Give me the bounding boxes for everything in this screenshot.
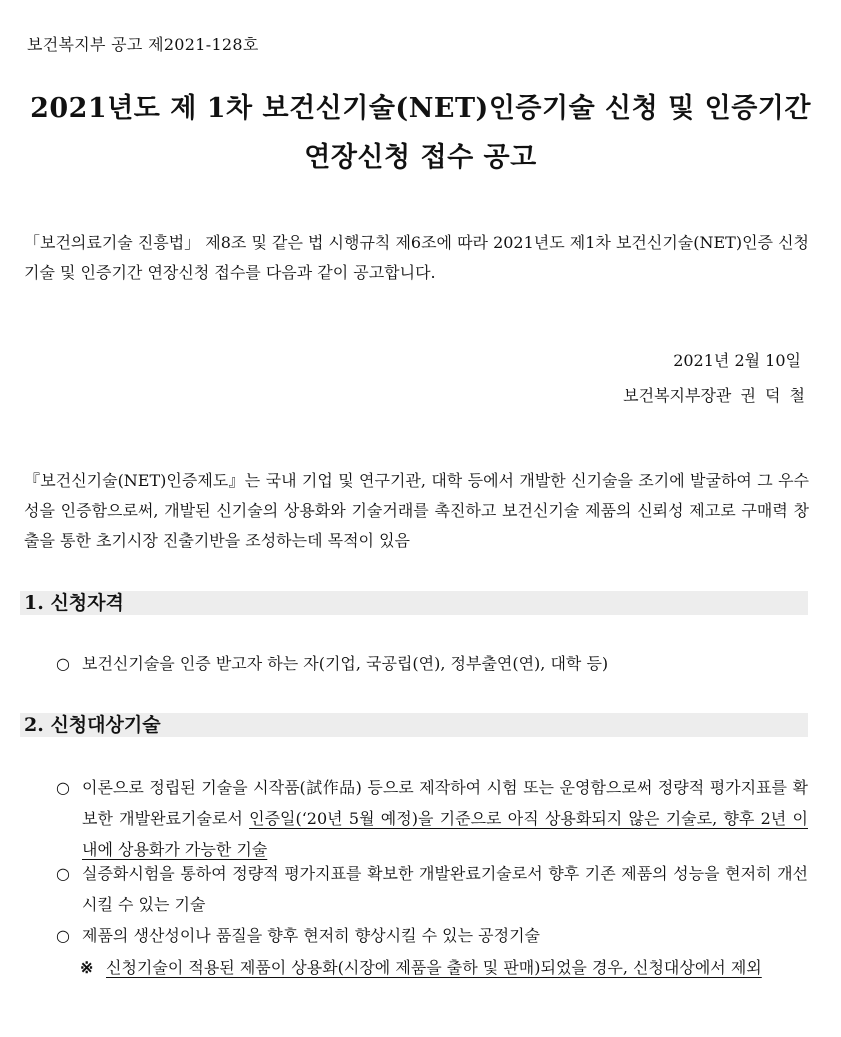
announcement-date: 2021년 2월 10일 (673, 351, 801, 370)
list-item-text-plain: 이론으로 정립된 기술을 시작품(試作品) 등으로 제작하여 시험 또는 운영함으로써 정량적 평가지표를 확보한 개발완료기술로서 (82, 778, 808, 828)
signer-name: 보건복지부장관 권 덕 철 (623, 386, 805, 405)
document-title-line-1: 2021년도 제 1차 보건신기술(NET)인증기술 신청 및 인증기간 (30, 93, 811, 124)
list-item (56, 920, 808, 951)
circle-bullet-icon: ○ (56, 926, 70, 945)
circle-bullet-icon: ○ (56, 864, 70, 883)
intro-paragraph: 「보건의료기술 진흥법」 제8조 및 같은 법 시행규칙 제6조에 따라 2021년도 제1차 보건신기술(NET)인증 신청기술 및 인증기간 연장신청 접수를 다음과 같이 공고합니다. (24, 233, 809, 282)
list-item (56, 648, 808, 679)
exclusion-note-text: 신청기술이 적용된 제품이 상용화(시장에 제품을 출하 및 판매)되었을 경우, 신청대상에서 제외 (106, 958, 762, 977)
list-item-text: 제품의 생산성이나 품질을 향후 현저히 향상시킬 수 있는 공정기술 (82, 926, 541, 945)
purpose-paragraph: 『보건신기술(NET)인증제도』는 국내 기업 및 연구기관, 대학 등에서 개발한 신기술을 조기에 발굴하여 그 우수성을 인증함으로써, 개발된 신기술의 상용화와 기술거래를 촉진하고 보건신기술 제품의 신뢰성 제고로 구매력 창출을 통한 초기시장 진출기반을 조성하는데 목적이 있음 (24, 471, 809, 550)
exclusion-note (80, 952, 808, 983)
list-item-text: 실증화시험을 통하여 정량적 평가지표를 확보한 개발완료기술로서 향후 기존 제품의 성능을 현저히 개선시킬 수 있는 기술 (82, 864, 808, 914)
list-item (56, 772, 808, 865)
document-title-line-2: 연장신청 접수 공고 (304, 142, 537, 173)
list-item-text-underlined: 인증일(‘20년 5월 예정)을 기준으로 아직 상용화되지 않은 기술로, 향후 2년 이내에 상용화가 가능한 기술 (82, 809, 808, 859)
section-heading-eligibility: 1. 신청자격 (20, 591, 808, 615)
reference-mark-icon: ※ (80, 958, 94, 977)
list-item (56, 858, 808, 920)
circle-bullet-icon: ○ (56, 654, 70, 673)
document-number: 보건복지부 공고 제2021-128호 (27, 35, 259, 54)
list-item-text: 보건신기술을 인증 받고자 하는 자(기업, 국공립(연), 정부출연(연), 대학 등) (82, 654, 609, 673)
list-item-text (56, 772, 808, 865)
circle-bullet-icon: ○ (56, 778, 70, 797)
section-heading-target-technology: 2. 신청대상기술 (20, 713, 808, 737)
